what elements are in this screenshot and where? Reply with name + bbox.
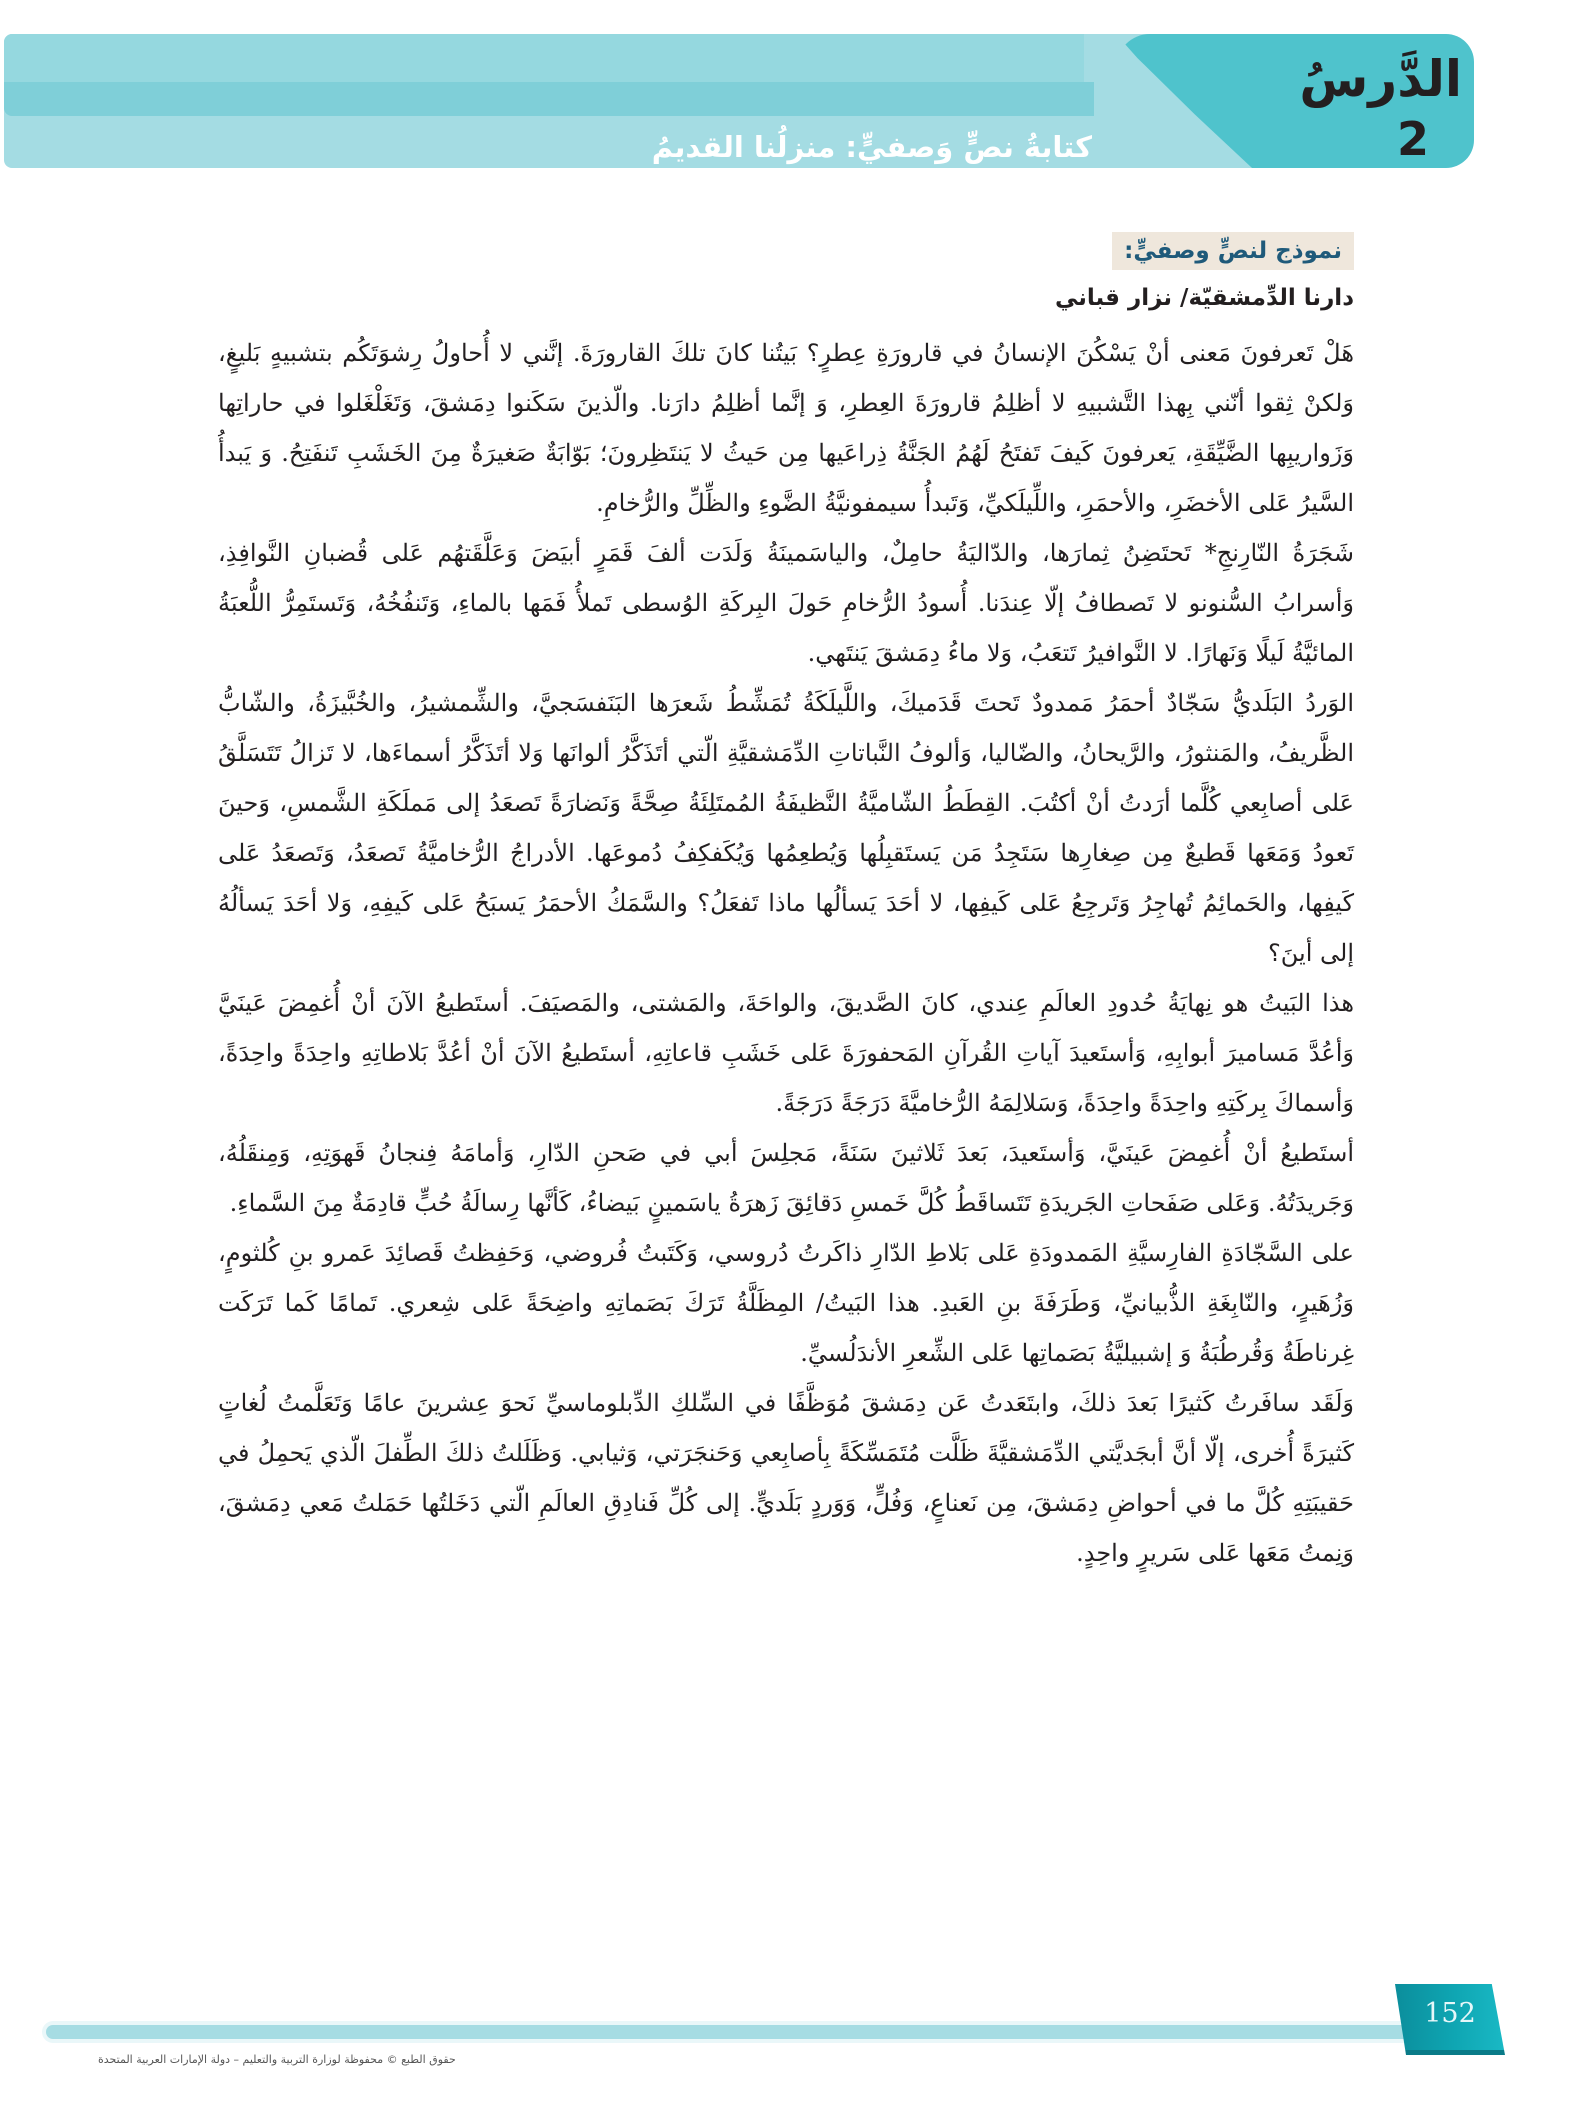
paragraph: هَلْ تَعرفونَ مَعنى أنْ يَسْكُنَ الإنسانُ في قارورَةِ عِطرٍ؟ بَيتُنا كانَ تلكَ القارورَةَ. إنَّني لا أُحاولُ رِشوَتَكُم بتشبيهٍ بَليغٍ، وَلكنْ ثِقوا أنّني بِهذا التَّشبيهِ لا أظلِمُ قارورَةَ العِطرِ، وَ إنَّما أظلِمُ دارَنا. والّذينَ سَكَنوا دِمَشقَ، وَتَغَلْغَلوا في حاراتِها وَزَواريبِها الضَّيِّقَةِ، يَعرفونَ كَيفَ تَفتَحُ لَهُمُ الجَنَّةُ ذِراعَيها مِن حَيثُ لا يَنتَظِرونَ؛ بَوّابَةٌ صَغيرَةٌ مِنَ الخَشَبِ تَنفَتِحُ. وَ يَبدأُ السَّيرُ عَلى الأخضَرِ، والأحمَرِ، واللِّيلَكيِّ، وَتَبدأُ سيمفونيَّةُ الضَّوءِ والظِّلِّ والرُّخامِ. (218, 339, 1354, 517)
footer-bar (46, 2025, 1456, 2039)
lesson-title: كتابةُ نصٍّ وَصفيٍّ: منزلُنا القديمُ (651, 130, 1092, 164)
paragraph: الوَردُ البَلَديُّ سَجّادٌ أحمَرُ مَمدودٌ تَحتَ قَدَميكَ، واللَّيلَكَةُ تُمَشِّطُ شَعرَها البَنَفسَجيَّ، والشِّمشيرُ، والخُبَّيزَةُ، والشّابُّ الظَّريفُ، والمَنثورُ، والرَّيحانُ، والضّاليا، وَألوفُ النَّباتاتِ الدِّمَشقيَّةِ الّتي أتَذَكَّرُ ألوانَها وَلا أتَذَكَّرُ أسماءَها، لا تَزالُ تَتَسَلَّقُ عَلى أصابِعي كُلَّما أرَدتُ أنْ أكتُبَ. القِطَطُ الشّاميَّةُ النَّظيفَةُ المُمتَلِئَةُ صِحَّةً وَنَضارَةً تَصعَدُ إلى مَملَكَةِ الشَّمسِ، وَحينَ تَعودُ وَمَعَها قَطيعٌ مِن صِغارِها سَتَجِدُ مَن يَستَقبِلُها وَيُطعِمُها وَيُكَفكِفُ دُموعَها. الأدراجُ الرُّخاميَّةُ تَصعَدُ، وَتَصعَدُ عَلى كَيفِها، والحَمائِمُ تُهاجِرُ وَتَرجِعُ عَلى كَيفِها، لا أحَدَ يَسألُها ماذا تَفعَلُ؟ والسَّمَكُ الأحمَرُ يَسبَحُ عَلى كَيفِهِ، وَلا أحَدَ يَسألُهُ إلى أينَ؟ (218, 689, 1354, 967)
lesson-number: 2 (1396, 112, 1429, 166)
banner-stripe-middle (4, 82, 1094, 116)
section-heading: نموذج لنصٍّ وصفيٍّ: (1112, 232, 1354, 270)
paragraph: على السَّجّادَةِ الفارِسيَّةِ المَمدودَةِ عَلى بَلاطِ الدّارِ ذاكَرتُ دُروسي، وَكَتَبتُ فُروضي، وَحَفِظتُ قَصائِدَ عَمرو بنِ كُلثومٍ، وَزُهَيرٍ، والنّابِغَةِ الذُّبيانيِّ، وَطَرَفَةَ بنِ العَبدِ. هذا البَيتُ/ المِظَلَّةُ تَرَكَ بَصَماتِهِ واضِحَةً عَلى شِعري. تَمامًا كَما تَرَكَت غِرناطَةُ وَقُرطُبَةُ وَ إشبيليَّةُ بَصَماتِها عَلى الشِّعرِ الأندَلُسيِّ. (218, 1239, 1354, 1367)
paragraph: هذا البَيتُ هو نِهايَةُ حُدودِ العالَمِ عِندي، كانَ الصَّديقَ، والواحَةَ، والمَشتى، والمَصيَفَ. أستَطيعُ الآنَ أنْ أُغمِضَ عَينَيَّ وَأعُدَّ مَساميرَ أبوابِهِ، وَأستَعيدَ آياتِ القُرآنِ المَحفورَةَ عَلى خَشَبِ قاعاتِهِ، أستَطيعُ الآنَ أنْ أعُدَّ بَلاطاتِهِ واحِدَةً واحِدَةً، وَأسماكَ بِركَتِهِ واحِدَةً واحِدَةً، وَسَلالِمَهُ الرُّخاميَّةَ دَرَجَةً دَرَجَةً. (218, 989, 1354, 1117)
article-body (218, 328, 1354, 1578)
paragraph: أستَطيعُ أنْ أُغمِضَ عَينَيَّ، وَأستَعيدَ، بَعدَ ثَلاثينَ سَنَةً، مَجلِسَ أبي في صَحنِ الدّارِ، وَأمامَهُ فِنجانُ قَهوَتِهِ، وَمِنقَلُهُ، وَجَريدَتُهُ. وَعَلى صَفَحاتِ الجَريدَةِ تَتَساقَطُ كُلَّ خَمسِ دَقائِقَ زَهرَةُ ياسَمينٍ بَيضاءُ، كَأنَّها رِسالَةُ حُبٍّ قادِمَةٌ مِنَ السَّماءِ. (218, 1139, 1354, 1217)
banner-stripe-top (4, 34, 1084, 82)
text-source-attribution: دارنا الدِّمشقيّة/ نزار قباني (1054, 285, 1354, 311)
lesson-label: الدَّرسُ (1299, 50, 1462, 108)
copyright-notice: حقوق الطبع © محفوظة لوزارة التربية والتعليم – دولة الإمارات العربية المتحدة (98, 2053, 456, 2066)
paragraph: وَلَقَد سافَرتُ كَثيرًا بَعدَ ذلكَ، وابتَعَدتُ عَن دِمَشقَ مُوَظَّفًا في السِّلكِ الدِّبلوماسيِّ نَحوَ عِشرينَ عامًا وَتَعَلَّمتُ لُغاتٍ كَثيرَةً أُخرى، إلّا أنَّ أبجَديَّتي الدِّمَشقيَّةَ ظَلَّت مُتَمَسِّكَةً بِأصابِعي وَحَنجَرَتي، وَثيابي. وَظَلَلتُ ذلكَ الطِّفلَ الّذي يَحمِلُ في حَقيبَتِهِ كُلَّ ما في أحواضِ دِمَشقَ، مِن نَعناعٍ، وَفُلٍّ، وَوَردٍ بَلَديٍّ. إلى كُلِّ فَنادِقِ العالَمِ الّتي دَخَلتُها حَمَلتُ مَعي دِمَشقَ، وَنِمتُ مَعَها عَلى سَريرٍ واحِدٍ. (218, 1389, 1354, 1567)
paragraph: شَجَرَةُ النّارِنجِ* تَحتَضِنُ ثِمارَها، والدّاليَةُ حامِلٌ، والياسَمينَةُ وَلَدَت ألفَ قَمَرٍ أبيَضَ وَعَلَّقَتهُم عَلى قُضبانِ النَّوافِذِ، وَأسرابُ السُّنونو لا تَصطافُ إلّا عِندَنا. أُسودُ الرُّخامِ حَولَ البِركَةِ الوُسطى تَملأُ فَمَها بالماءِ، وَتَنفُخُهُ، وَتَستَمِرُّ اللُّعبَةُ المائيَّةُ لَيلًا وَنَهارًا. لا النَّوافيرُ تَتعَبُ، وَلا ماءُ دِمَشقَ يَنتَهي. (218, 539, 1354, 667)
page-number: 152 (1424, 1998, 1476, 2029)
